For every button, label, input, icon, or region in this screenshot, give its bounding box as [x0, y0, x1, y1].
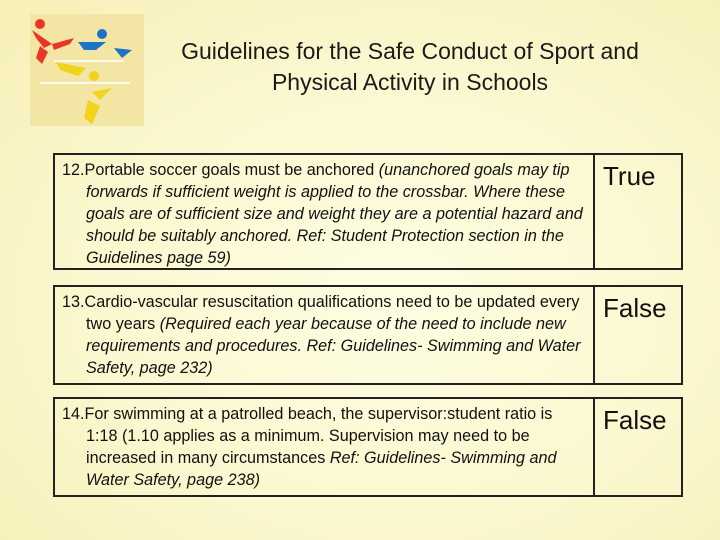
question-statement: For swimming at a patrolled beach, the supervisor:student ratio is 1:18 (1.10 applies as a minimum. Supervision may need to be increased in many circumstances [84, 405, 553, 467]
question-text [55, 399, 595, 495]
answer-cell: True [603, 161, 656, 191]
answer-cell: False [603, 293, 667, 323]
question-row-14 [53, 397, 683, 497]
question-number: 14. [62, 405, 85, 423]
question-row-13 [53, 285, 683, 385]
question-text [55, 287, 595, 383]
question-number: 12. [62, 161, 85, 179]
question-row-12 [53, 153, 683, 270]
stick-figure-logo-icon [30, 14, 144, 126]
question-statement: Portable soccer goals must be anchored [84, 161, 379, 179]
question-explanation: Ref: Guidelines- Swimming and Water Safety, page 238) [86, 449, 557, 489]
question-explanation: (Required each year because of the need to include new requirements and procedures. Ref: Guidelines- Swimming and Water Safety, page 232) [86, 315, 581, 377]
answer-cell: False [603, 405, 667, 435]
page-title: Guidelines for the Safe Conduct of Sport and Physical Activity in Schools [181, 38, 639, 95]
question-number: 13. [62, 293, 85, 311]
question-text [55, 155, 595, 268]
question-explanation: (unanchored goals may tip forwards if sufficient weight is applied to the crossbar. Where these goals are of sufficient size and weight they are a potential hazard and should be suitably anchored. Ref: Student Protection section in the Guidelines page 59) [86, 161, 583, 267]
question-statement: Cardio-vascular resuscitation qualifications need to be updated every two years [84, 293, 580, 333]
